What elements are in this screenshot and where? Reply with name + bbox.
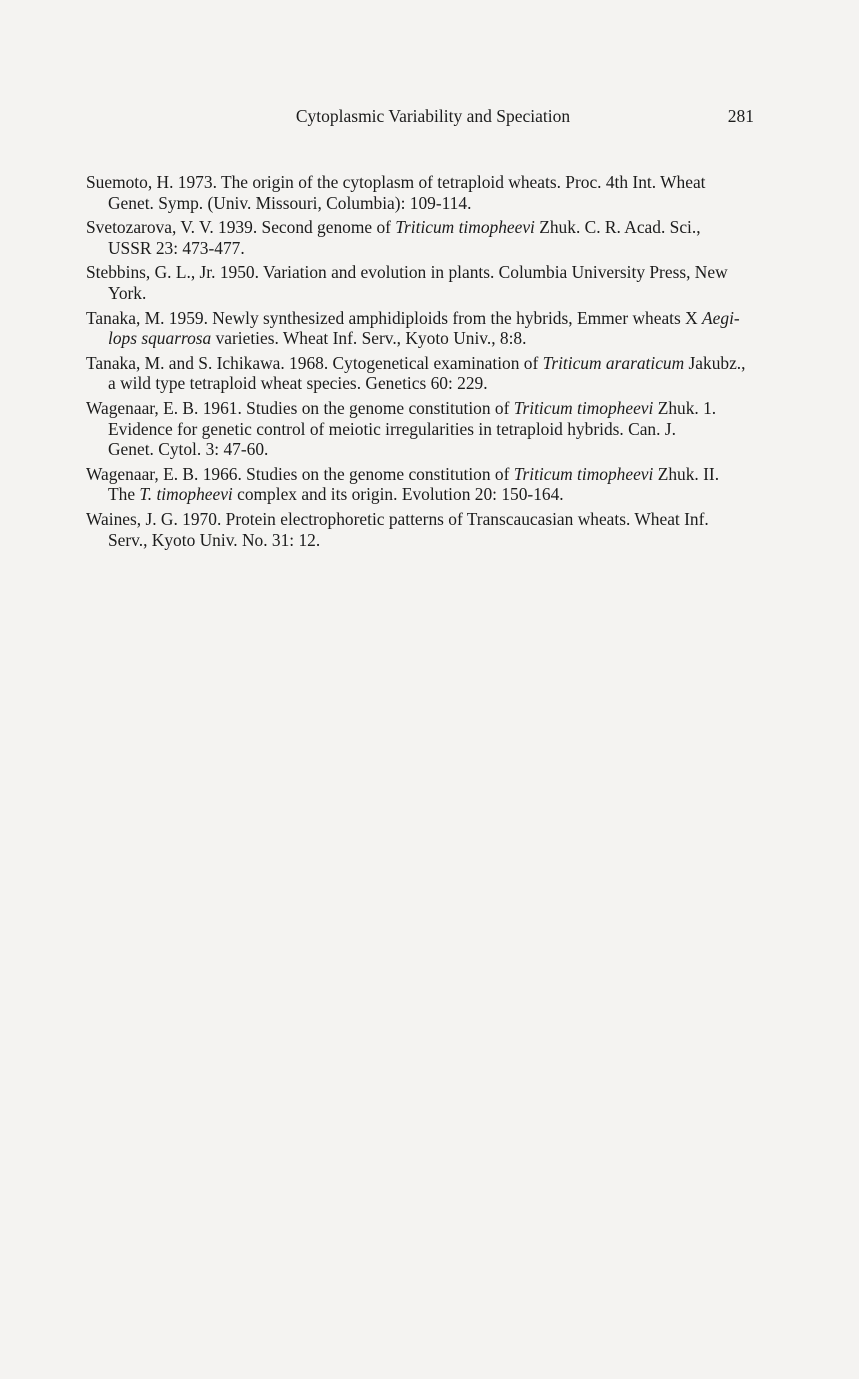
reference-line: Wagenaar, E. B. 1966. Studies on the genome constitution of Triticum timopheevi Zhuk. II. bbox=[86, 463, 720, 484]
page-number: 281 bbox=[727, 106, 754, 126]
reference-item bbox=[86, 353, 780, 394]
reference-line: The T. timopheevi complex and its origin. Evolution 20: 150-164. bbox=[108, 484, 564, 505]
reference-line: Serv., Kyoto Univ. No. 31: 12. bbox=[108, 529, 321, 550]
reference-line: Suemoto, H. 1973. The origin of the cytoplasm of tetraploid wheats. Proc. 4th Int. Wheat bbox=[86, 172, 706, 192]
reference-item bbox=[86, 217, 780, 258]
reference-line: Waines, J. G. 1970. Protein electrophoretic patterns of Transcaucasian wheats. Wheat Inf. bbox=[86, 508, 709, 529]
reference-list bbox=[86, 172, 780, 554]
reference-line: Wagenaar, E. B. 1961. Studies on the genome constitution of Triticum timopheevi Zhuk. 1. bbox=[86, 397, 717, 418]
reference-line: lops squarrosa varieties. Wheat Inf. Serv., Kyoto Univ., 8:8. bbox=[108, 328, 527, 349]
reference-line: Genet. Symp. (Univ. Missouri, Columbia): 109-114. bbox=[108, 192, 472, 213]
reference-line: Tanaka, M. and S. Ichikawa. 1968. Cytogenetical examination of Triticum araraticum Jakubz., bbox=[86, 352, 746, 373]
reference-line: York. bbox=[108, 282, 147, 303]
reference-line: Tanaka, M. 1959. Newly synthesized amphidiploids from the hybrids, Emmer wheats X Aegi- bbox=[86, 307, 740, 328]
reference-item bbox=[86, 262, 780, 303]
reference-item bbox=[86, 464, 780, 505]
reference-item bbox=[86, 509, 780, 550]
reference-line: Stebbins, G. L., Jr. 1950. Variation and evolution in plants. Columbia University Press, New bbox=[86, 262, 728, 283]
reference-item bbox=[86, 308, 780, 349]
running-head bbox=[86, 106, 780, 132]
reference-line: a wild type tetraploid wheat species. Genetics 60: 229. bbox=[108, 373, 488, 394]
reference-item bbox=[86, 398, 780, 460]
reference-line: Evidence for genetic control of meiotic irregularities in tetraploid hybrids. Can. J. bbox=[108, 418, 676, 439]
running-title: Cytoplasmic Variability and Speciation bbox=[295, 106, 571, 126]
reference-line: USSR 23: 473-477. bbox=[108, 237, 245, 258]
reference-line: Genet. Cytol. 3: 47-60. bbox=[108, 439, 269, 460]
reference-item bbox=[86, 172, 780, 213]
reference-line: Svetozarova, V. V. 1939. Second genome of Triticum timopheevi Zhuk. C. R. Acad. Sci., bbox=[86, 217, 701, 238]
